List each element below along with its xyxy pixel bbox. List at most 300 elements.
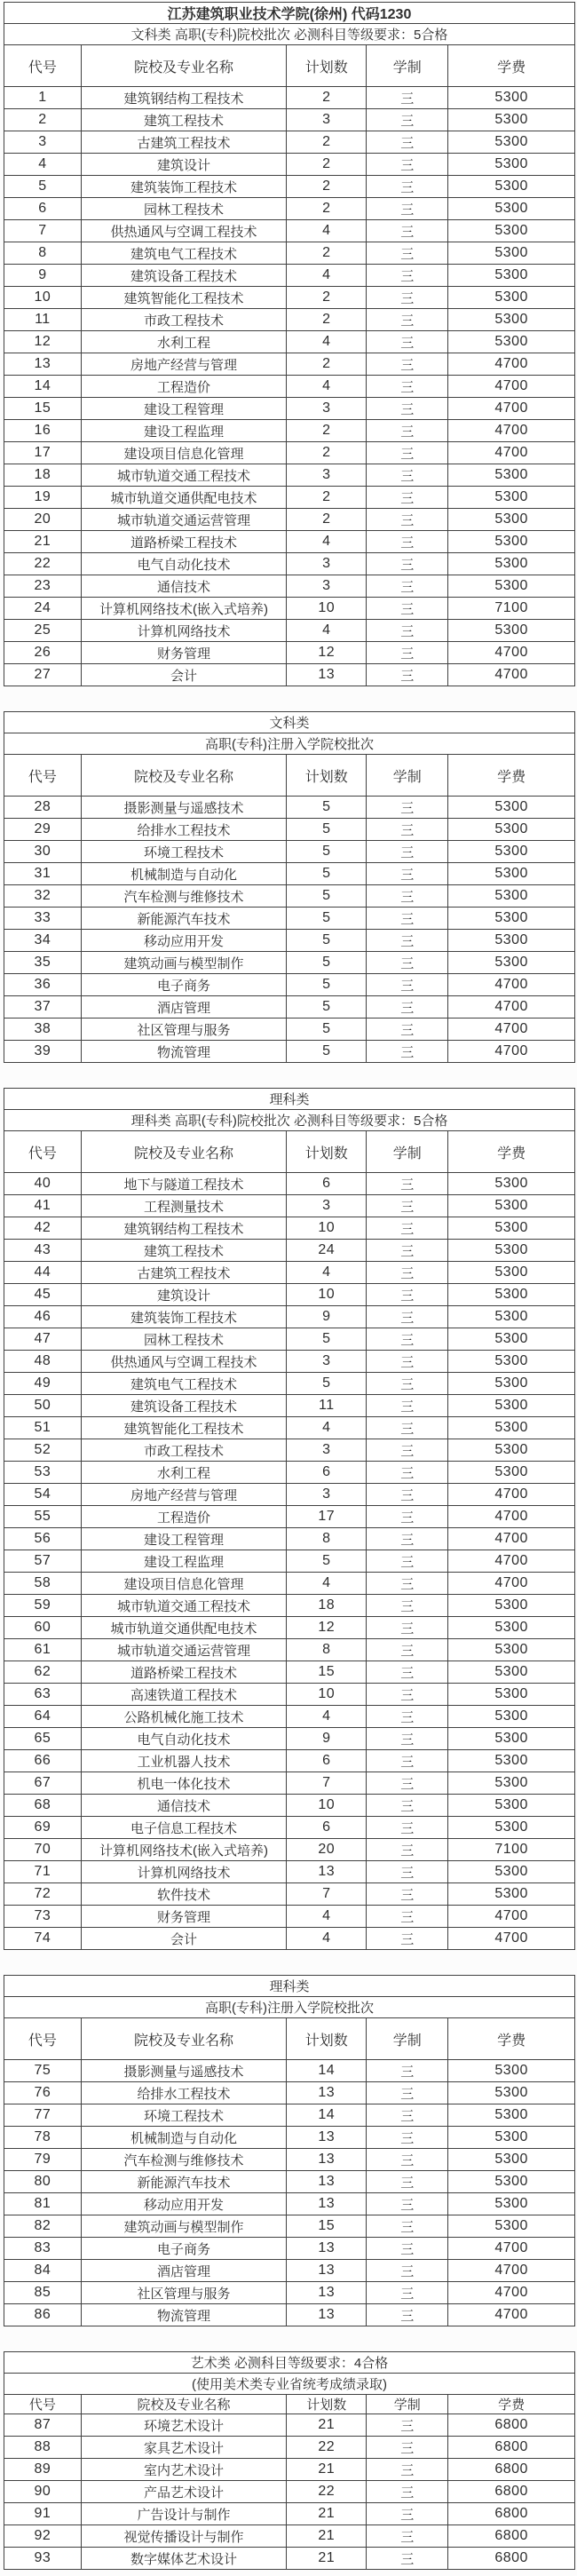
table-row xyxy=(4,1928,575,1950)
cell-major-name: 建筑智能化工程技术 xyxy=(81,1417,286,1439)
cell-duration: 三 xyxy=(367,908,448,930)
cell-duration: 三 xyxy=(367,2282,448,2304)
cell-plan-count: 17 xyxy=(287,1506,367,1528)
cell-plan-count: 4 xyxy=(287,1262,367,1284)
cell-fee: 5300 xyxy=(448,1217,575,1240)
cell-plan-count: 21 xyxy=(287,2414,367,2437)
cell-plan-count: 4 xyxy=(287,376,367,398)
cell-code: 25 xyxy=(4,620,82,642)
cell-duration: 三 xyxy=(367,1639,448,1661)
table-row xyxy=(4,1861,575,1883)
column-header: 院校及专业名称 xyxy=(81,1131,286,1173)
cell-fee: 6800 xyxy=(448,2548,575,2570)
cell-code: 77 xyxy=(4,2104,82,2127)
table-row xyxy=(4,664,575,686)
cell-fee: 5300 xyxy=(448,575,575,598)
table-row xyxy=(4,2437,575,2459)
cell-fee: 5300 xyxy=(448,819,575,841)
table-row xyxy=(4,1173,575,1195)
cell-fee: 5300 xyxy=(448,1617,575,1639)
cell-duration: 三 xyxy=(367,1217,448,1240)
cell-fee: 5300 xyxy=(448,309,575,331)
cell-major-name: 社区管理与服务 xyxy=(81,2282,286,2304)
cell-fee: 5300 xyxy=(448,1262,575,1284)
cell-fee: 5300 xyxy=(448,2149,575,2171)
cell-plan-count: 5 xyxy=(287,930,367,952)
table-row xyxy=(4,398,575,420)
cell-fee: 4700 xyxy=(448,420,575,442)
section-gap xyxy=(4,686,575,711)
table-row xyxy=(4,908,575,930)
cell-fee: 4700 xyxy=(448,996,575,1019)
cell-code: 45 xyxy=(4,1284,82,1306)
cell-code: 35 xyxy=(4,952,82,974)
cell-major-name: 电子商务 xyxy=(81,974,286,996)
cell-duration: 三 xyxy=(367,841,448,863)
cell-plan-count: 8 xyxy=(287,1528,367,1550)
section-heading: 高职(专科)注册入学院校批次 xyxy=(4,733,575,755)
table-row xyxy=(4,1573,575,1595)
cell-fee: 7100 xyxy=(448,598,575,620)
cell-fee: 6800 xyxy=(448,2503,575,2525)
cell-major-name: 电气自动化技术 xyxy=(81,553,286,575)
cell-fee: 5300 xyxy=(448,863,575,885)
cell-plan-count: 3 xyxy=(287,109,367,131)
table-row xyxy=(4,198,575,220)
cell-major-name: 会计 xyxy=(81,664,286,686)
cell-plan-count: 21 xyxy=(287,2459,367,2481)
cell-duration: 三 xyxy=(367,2238,448,2260)
cell-major-name: 建设工程监理 xyxy=(81,420,286,442)
cell-plan-count: 11 xyxy=(287,1395,367,1417)
cell-duration: 三 xyxy=(367,797,448,819)
cell-duration: 三 xyxy=(367,1595,448,1617)
cell-code: 70 xyxy=(4,1839,82,1861)
cell-plan-count: 13 xyxy=(287,2193,367,2215)
table-row xyxy=(4,265,575,287)
cell-duration: 三 xyxy=(367,442,448,464)
cell-plan-count: 2 xyxy=(287,198,367,220)
cell-fee: 5300 xyxy=(448,1883,575,1906)
cell-code: 57 xyxy=(4,1550,82,1573)
table-row xyxy=(4,2459,575,2481)
cell-fee: 4700 xyxy=(448,1528,575,1550)
cell-duration: 三 xyxy=(367,1728,448,1750)
cell-duration: 三 xyxy=(367,1019,448,1041)
cell-code: 62 xyxy=(4,1661,82,1684)
cell-fee: 4700 xyxy=(448,642,575,664)
cell-fee: 5300 xyxy=(448,1417,575,1439)
section-heading-row xyxy=(4,1997,575,2018)
cell-major-name: 移动应用开发 xyxy=(81,2193,286,2215)
cell-duration: 三 xyxy=(367,1262,448,1284)
cell-plan-count: 6 xyxy=(287,1462,367,1484)
cell-fee: 5300 xyxy=(448,841,575,863)
cell-duration: 三 xyxy=(367,420,448,442)
cell-plan-count: 13 xyxy=(287,1861,367,1883)
cell-duration: 三 xyxy=(367,1173,448,1195)
cell-fee: 6800 xyxy=(448,2525,575,2548)
cell-duration: 三 xyxy=(367,331,448,353)
cell-fee: 4700 xyxy=(448,974,575,996)
cell-major-name: 建筑工程技术 xyxy=(81,109,286,131)
cell-fee: 5300 xyxy=(448,1173,575,1195)
cell-plan-count: 4 xyxy=(287,265,367,287)
cell-fee: 4700 xyxy=(448,1506,575,1528)
cell-plan-count: 5 xyxy=(287,1550,367,1573)
cell-code: 61 xyxy=(4,1639,82,1661)
section-heading: 文科类 xyxy=(4,712,575,733)
column-header: 学制 xyxy=(367,2395,448,2414)
cell-major-name: 电子商务 xyxy=(81,2238,286,2260)
cell-plan-count: 6 xyxy=(287,1173,367,1195)
cell-code: 82 xyxy=(4,2215,82,2238)
table-row xyxy=(4,1262,575,1284)
cell-major-name: 环境工程技术 xyxy=(81,841,286,863)
cell-duration: 三 xyxy=(367,1706,448,1728)
cell-fee: 4700 xyxy=(448,2304,575,2326)
cell-fee: 5300 xyxy=(448,1795,575,1817)
table-row xyxy=(4,131,575,154)
table-row xyxy=(4,952,575,974)
cell-code: 1 xyxy=(4,87,82,109)
table-row xyxy=(4,87,575,109)
cell-major-name: 建设项目信息化管理 xyxy=(81,442,286,464)
cell-major-name: 建筑智能化工程技术 xyxy=(81,287,286,309)
cell-code: 86 xyxy=(4,2304,82,2326)
cell-plan-count: 4 xyxy=(287,1906,367,1928)
cell-code: 40 xyxy=(4,1173,82,1195)
table-row xyxy=(4,1417,575,1439)
cell-major-name: 物流管理 xyxy=(81,1041,286,1063)
cell-duration: 三 xyxy=(367,2260,448,2282)
cell-major-name: 新能源汽车技术 xyxy=(81,2171,286,2193)
cell-major-name: 建筑装饰工程技术 xyxy=(81,176,286,198)
cell-plan-count: 3 xyxy=(287,575,367,598)
column-header: 代号 xyxy=(4,45,82,87)
cell-code: 87 xyxy=(4,2414,82,2437)
cell-fee: 5300 xyxy=(448,1284,575,1306)
column-header-row xyxy=(4,2395,575,2414)
cell-plan-count: 2 xyxy=(287,309,367,331)
cell-plan-count: 21 xyxy=(287,2548,367,2570)
cell-code: 58 xyxy=(4,1573,82,1595)
cell-code: 79 xyxy=(4,2149,82,2171)
section-gap xyxy=(4,2326,575,2351)
cell-fee: 5300 xyxy=(448,1706,575,1728)
cell-duration: 三 xyxy=(367,87,448,109)
cell-fee: 5300 xyxy=(448,1639,575,1661)
cell-code: 4 xyxy=(4,154,82,176)
cell-plan-count: 3 xyxy=(287,1351,367,1373)
cell-fee: 5300 xyxy=(448,2193,575,2215)
cell-code: 33 xyxy=(4,908,82,930)
cell-code: 7 xyxy=(4,220,82,242)
cell-code: 18 xyxy=(4,464,82,487)
cell-major-name: 电子信息工程技术 xyxy=(81,1817,286,1839)
table-row xyxy=(4,598,575,620)
cell-duration: 三 xyxy=(367,1195,448,1217)
cell-code: 24 xyxy=(4,598,82,620)
cell-plan-count: 5 xyxy=(287,996,367,1019)
cell-major-name: 公路机械化施工技术 xyxy=(81,1706,286,1728)
cell-major-name: 建筑设计 xyxy=(81,154,286,176)
table-row xyxy=(4,974,575,996)
table-row xyxy=(4,1019,575,1041)
cell-plan-count: 22 xyxy=(287,2437,367,2459)
cell-plan-count: 4 xyxy=(287,531,367,553)
table-row xyxy=(4,1817,575,1839)
cell-duration: 三 xyxy=(367,376,448,398)
cell-code: 19 xyxy=(4,487,82,509)
cell-code: 56 xyxy=(4,1528,82,1550)
cell-plan-count: 13 xyxy=(287,2149,367,2171)
cell-code: 93 xyxy=(4,2548,82,2570)
cell-fee: 5300 xyxy=(448,2127,575,2149)
cell-fee: 6800 xyxy=(448,2481,575,2503)
column-header: 学费 xyxy=(448,2018,575,2060)
section-heading-row xyxy=(4,2352,575,2374)
cell-code: 67 xyxy=(4,1772,82,1795)
cell-plan-count: 2 xyxy=(287,131,367,154)
section-table xyxy=(4,2,575,686)
table-row xyxy=(4,220,575,242)
table-row xyxy=(4,1395,575,1417)
cell-duration: 三 xyxy=(367,885,448,908)
cell-major-name: 园林工程技术 xyxy=(81,198,286,220)
cell-plan-count: 13 xyxy=(287,2282,367,2304)
table-row xyxy=(4,2104,575,2127)
cell-code: 74 xyxy=(4,1928,82,1950)
cell-code: 44 xyxy=(4,1262,82,1284)
cell-major-name: 计算机网络技术 xyxy=(81,1861,286,1883)
cell-fee: 5300 xyxy=(448,1195,575,1217)
cell-plan-count: 22 xyxy=(287,2481,367,2503)
cell-code: 54 xyxy=(4,1484,82,1506)
section-heading-row xyxy=(4,2374,575,2395)
cell-plan-count: 5 xyxy=(287,1041,367,1063)
cell-code: 23 xyxy=(4,575,82,598)
section-heading: 理科类 xyxy=(4,1089,575,1110)
column-header: 计划数 xyxy=(287,2395,367,2414)
cell-plan-count: 13 xyxy=(287,2304,367,2326)
table-row xyxy=(4,1839,575,1861)
table-row xyxy=(4,2127,575,2149)
cell-code: 76 xyxy=(4,2082,82,2104)
cell-duration: 三 xyxy=(367,198,448,220)
cell-plan-count: 21 xyxy=(287,2525,367,2548)
cell-fee: 5300 xyxy=(448,1462,575,1484)
cell-fee: 5300 xyxy=(448,176,575,198)
table-row xyxy=(4,1240,575,1262)
cell-fee: 4700 xyxy=(448,442,575,464)
cell-fee: 5300 xyxy=(448,2215,575,2238)
page-title: 江苏建筑职业技术学院(徐州) 代码1230 xyxy=(4,3,575,24)
cell-major-name: 产品艺术设计 xyxy=(81,2481,286,2503)
cell-major-name: 软件技术 xyxy=(81,1883,286,1906)
cell-duration: 三 xyxy=(367,2548,448,2570)
column-header: 院校及专业名称 xyxy=(81,45,286,87)
column-header: 计划数 xyxy=(287,2018,367,2060)
cell-code: 27 xyxy=(4,664,82,686)
cell-plan-count: 8 xyxy=(287,1639,367,1661)
cell-fee: 5300 xyxy=(448,2171,575,2193)
cell-major-name: 汽车检测与维修技术 xyxy=(81,2149,286,2171)
cell-duration: 三 xyxy=(367,1506,448,1528)
cell-code: 16 xyxy=(4,420,82,442)
cell-fee: 4700 xyxy=(448,2260,575,2282)
cell-plan-count: 5 xyxy=(287,952,367,974)
cell-fee: 5300 xyxy=(448,2082,575,2104)
cell-plan-count: 21 xyxy=(287,2503,367,2525)
cell-code: 22 xyxy=(4,553,82,575)
cell-code: 80 xyxy=(4,2171,82,2193)
cell-duration: 三 xyxy=(367,2060,448,2082)
table-row xyxy=(4,1462,575,1484)
table-row xyxy=(4,2193,575,2215)
cell-major-name: 汽车检测与维修技术 xyxy=(81,885,286,908)
cell-major-name: 会计 xyxy=(81,1928,286,1950)
cell-duration: 三 xyxy=(367,2193,448,2215)
cell-major-name: 环境工程技术 xyxy=(81,2104,286,2127)
cell-duration: 三 xyxy=(367,1684,448,1706)
cell-code: 64 xyxy=(4,1706,82,1728)
table-row xyxy=(4,2525,575,2548)
section-heading: 高职(专科)注册入学院校批次 xyxy=(4,1997,575,2018)
cell-duration: 三 xyxy=(367,2104,448,2127)
cell-fee: 5300 xyxy=(448,1373,575,1395)
cell-duration: 三 xyxy=(367,2414,448,2437)
cell-duration: 三 xyxy=(367,398,448,420)
cell-duration: 三 xyxy=(367,154,448,176)
table-row xyxy=(4,642,575,664)
table-row xyxy=(4,331,575,353)
cell-plan-count: 6 xyxy=(287,1750,367,1772)
cell-code: 51 xyxy=(4,1417,82,1439)
column-header: 学制 xyxy=(367,1131,448,1173)
cell-code: 26 xyxy=(4,642,82,664)
cell-fee: 4700 xyxy=(448,1019,575,1041)
cell-fee: 5300 xyxy=(448,198,575,220)
cell-major-name: 机械制造与自动化 xyxy=(81,2127,286,2149)
cell-major-name: 酒店管理 xyxy=(81,2260,286,2282)
cell-fee: 5300 xyxy=(448,487,575,509)
cell-major-name: 建筑装饰工程技术 xyxy=(81,1306,286,1328)
cell-code: 20 xyxy=(4,509,82,531)
cell-code: 38 xyxy=(4,1019,82,1041)
cell-major-name: 通信技术 xyxy=(81,1795,286,1817)
cell-duration: 三 xyxy=(367,1240,448,1262)
column-header: 院校及专业名称 xyxy=(81,755,286,797)
cell-duration: 三 xyxy=(367,1284,448,1306)
cell-code: 32 xyxy=(4,885,82,908)
table-row xyxy=(4,620,575,642)
cell-duration: 三 xyxy=(367,575,448,598)
table-row xyxy=(4,1728,575,1750)
cell-code: 37 xyxy=(4,996,82,1019)
cell-plan-count: 9 xyxy=(287,1728,367,1750)
cell-duration: 三 xyxy=(367,642,448,664)
cell-fee: 5300 xyxy=(448,242,575,265)
column-header: 院校及专业名称 xyxy=(81,2018,286,2060)
cell-plan-count: 2 xyxy=(287,242,367,265)
cell-duration: 三 xyxy=(367,2149,448,2171)
cell-plan-count: 9 xyxy=(287,1306,367,1328)
cell-plan-count: 5 xyxy=(287,908,367,930)
column-header: 计划数 xyxy=(287,1131,367,1173)
cell-plan-count: 2 xyxy=(287,87,367,109)
cell-duration: 三 xyxy=(367,1550,448,1573)
cell-major-name: 数字媒体艺术设计 xyxy=(81,2548,286,2570)
section-heading-row xyxy=(4,1089,575,1110)
cell-duration: 三 xyxy=(367,464,448,487)
cell-major-name: 建筑设备工程技术 xyxy=(81,265,286,287)
section-gap xyxy=(4,1063,575,1088)
cell-code: 30 xyxy=(4,841,82,863)
cell-major-name: 城市轨道交通供配电技术 xyxy=(81,1617,286,1639)
cell-code: 29 xyxy=(4,819,82,841)
cell-duration: 三 xyxy=(367,309,448,331)
cell-fee: 5300 xyxy=(448,885,575,908)
cell-fee: 5300 xyxy=(448,265,575,287)
cell-plan-count: 12 xyxy=(287,642,367,664)
cell-code: 65 xyxy=(4,1728,82,1750)
cell-code: 34 xyxy=(4,930,82,952)
cell-fee: 5300 xyxy=(448,2060,575,2082)
cell-fee: 5300 xyxy=(448,1661,575,1684)
cell-major-name: 供热通风与空调工程技术 xyxy=(81,220,286,242)
cell-major-name: 物流管理 xyxy=(81,2304,286,2326)
table-row xyxy=(4,1706,575,1728)
cell-code: 71 xyxy=(4,1861,82,1883)
cell-plan-count: 2 xyxy=(287,287,367,309)
table-row xyxy=(4,1661,575,1684)
column-header: 学制 xyxy=(367,755,448,797)
cell-major-name: 市政工程技术 xyxy=(81,1439,286,1462)
cell-code: 15 xyxy=(4,398,82,420)
cell-duration: 三 xyxy=(367,1395,448,1417)
cell-major-name: 移动应用开发 xyxy=(81,930,286,952)
table-row xyxy=(4,154,575,176)
cell-code: 63 xyxy=(4,1684,82,1706)
cell-duration: 三 xyxy=(367,287,448,309)
cell-duration: 三 xyxy=(367,1795,448,1817)
cell-major-name: 酒店管理 xyxy=(81,996,286,1019)
cell-major-name: 建筑钢结构工程技术 xyxy=(81,87,286,109)
cell-major-name: 视觉传播设计与制作 xyxy=(81,2525,286,2548)
column-header: 院校及专业名称 xyxy=(81,2395,286,2414)
cell-major-name: 新能源汽车技术 xyxy=(81,908,286,930)
cell-major-name: 道路桥梁工程技术 xyxy=(81,531,286,553)
cell-major-name: 广告设计与制作 xyxy=(81,2503,286,2525)
cell-fee: 4700 xyxy=(448,1484,575,1506)
cell-major-name: 建筑设备工程技术 xyxy=(81,1395,286,1417)
cell-code: 28 xyxy=(4,797,82,819)
cell-plan-count: 18 xyxy=(287,1595,367,1617)
table-row xyxy=(4,797,575,819)
table-row xyxy=(4,176,575,198)
table-row xyxy=(4,1217,575,1240)
cell-fee: 4700 xyxy=(448,1928,575,1950)
cell-code: 91 xyxy=(4,2503,82,2525)
cell-fee: 5300 xyxy=(448,1728,575,1750)
cell-code: 42 xyxy=(4,1217,82,1240)
cell-duration: 三 xyxy=(367,1484,448,1506)
table-row xyxy=(4,1528,575,1550)
cell-major-name: 建设工程管理 xyxy=(81,398,286,420)
cell-plan-count: 5 xyxy=(287,1328,367,1351)
cell-major-name: 电气自动化技术 xyxy=(81,1728,286,1750)
